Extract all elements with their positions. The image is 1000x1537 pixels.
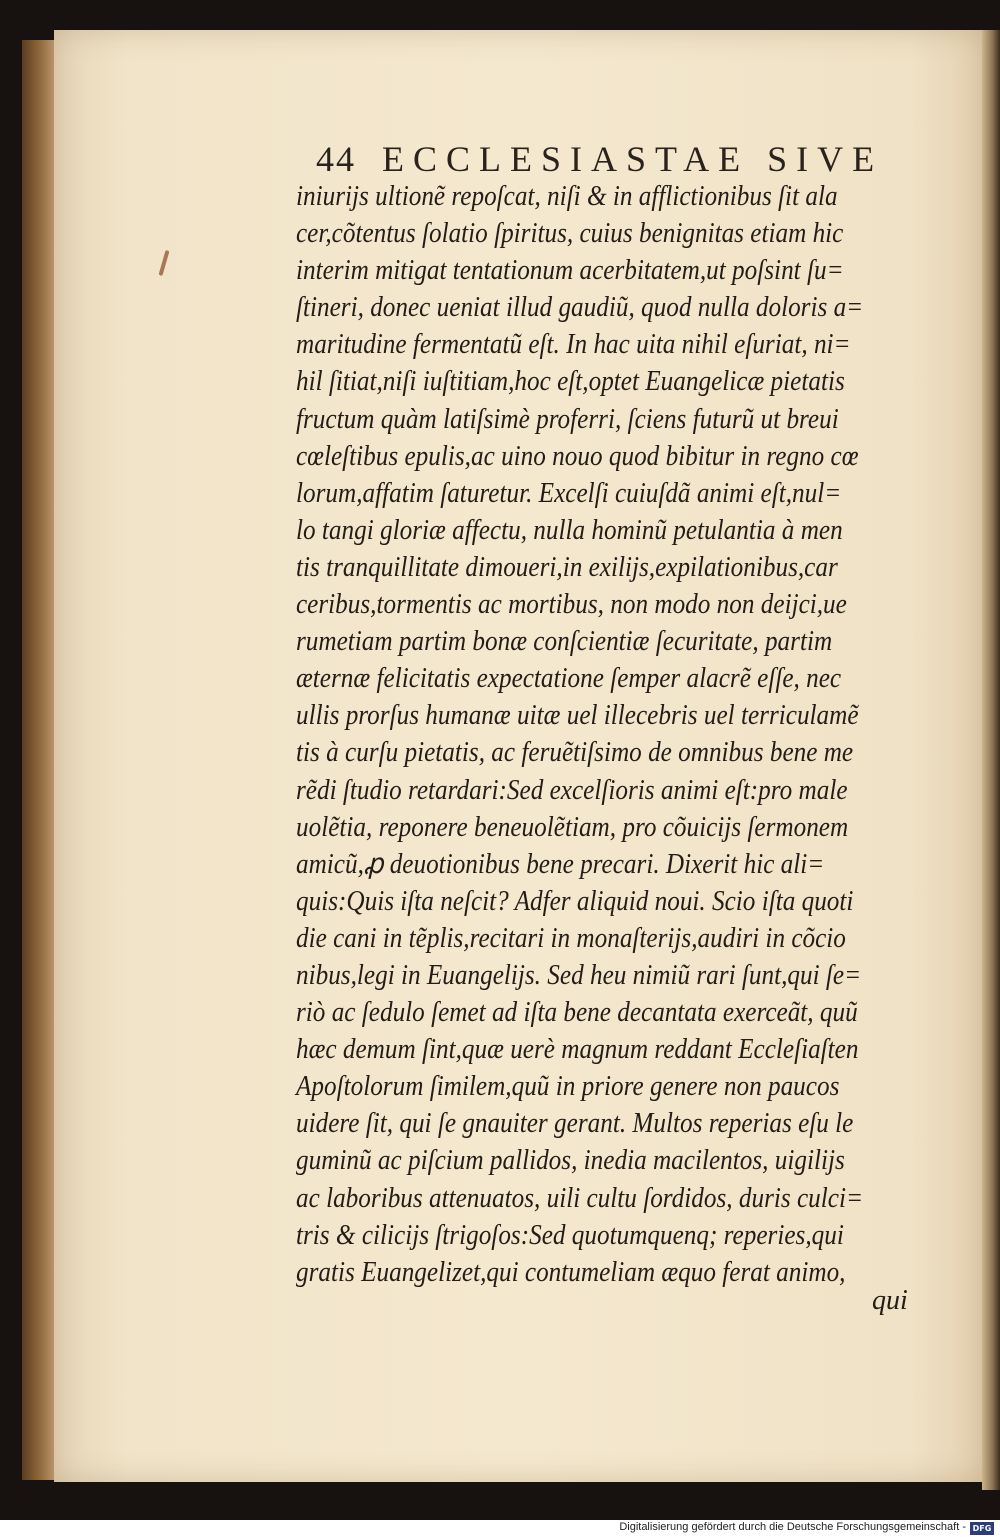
text-line: riò ac ſedulo ſemet ad iſta bene decantata exerceãt, quũ: [296, 997, 858, 1029]
text-line: maritudine fermentatũ eſt. In hac uita nihil eſuriat, ni=: [296, 329, 851, 361]
text-line: amicũ,ꝓ deuotionibus bene precari. Dixerit hic ali=: [296, 848, 825, 880]
text-line: guminũ ac piſcium pallidos, inedia macilentos, uigilijs: [296, 1145, 845, 1177]
text-line: die cani in tẽplis,recitari in monaſterijs,audiri in cõcio: [296, 922, 846, 954]
catchword: qui: [872, 1285, 908, 1316]
text-line: lo tangi gloriæ affectu, nulla hominũ petulantia à men: [296, 514, 843, 546]
text-line: ſtineri, donec ueniat illud gaudiũ, quod nulla doloris a=: [296, 292, 864, 324]
text-line: uolẽtia, reponere beneuolẽtiam, pro cõuicijs ſermonem: [296, 811, 849, 843]
text-line: æternæ felicitatis expectatione ſemper alacrẽ eſſe, nec: [296, 663, 842, 695]
text-line: gratis Euangelizet,qui contumeliam æquo ferat animo,: [296, 1256, 846, 1288]
running-head: [316, 138, 884, 180]
text-line: quis:Quis iſta neſcit? Adfer aliquid noui. Scio iſta quoti: [296, 885, 854, 917]
text-line: lorum,affatim ſaturetur. Excelſi cuiuſdã animi eſt,nul=: [296, 477, 842, 509]
running-title: ECCLESIASTAE SIVE: [382, 139, 884, 179]
text-line: nibus,legi in Euangelijs. Sed heu nimiũ rari ſunt,qui ſe=: [296, 959, 862, 991]
text-line: ullis prorſus humanæ uitæ uel illecebris uel terriculamẽ: [296, 700, 859, 732]
text-line: hil ſitiat,niſi iuſtitiam,hoc eſt,optet Euangelicæ pietatis: [296, 366, 845, 398]
text-line: ceribus,tormentis ac mortibus, non modo non deijci,ue: [296, 589, 847, 621]
text-line: tis à curſu pietatis, ac feruẽtiſsimo de omnibus bene me: [296, 737, 854, 769]
page-number: 44: [316, 139, 356, 179]
page-edge: [982, 30, 1000, 1490]
dfg-logo: DFG: [970, 1522, 994, 1535]
text-line: tris & cilicijs ſtrigoſos:Sed quotumquenq; reperies,qui: [296, 1219, 844, 1251]
text-line: hæc demum ſint,quæ uerè magnum reddant Eccleſiaſten: [296, 1034, 859, 1066]
text-line: iniurijs ultionẽ repoſcat, niſi & in afflictionibus ſit ala: [296, 181, 838, 212]
text-line: cœleſtibus epulis,ac uino nouo quod bibitur in regno cœ: [296, 440, 859, 472]
text-line: rẽdi ſtudio retardari:Sed excelſioris animi eſt:pro male: [296, 774, 848, 806]
text-line: cer,cõtentus ſolatio ſpiritus, cuius benignitas etiam hic: [296, 218, 844, 250]
text-line: uidere ſit, qui ſe gnauiter gerant. Multos reperias eſu le: [296, 1108, 854, 1140]
text-line: rumetiam partim bonæ conſcientiæ ſecuritate, partim: [296, 626, 833, 658]
body-text: [296, 178, 916, 1291]
text-line: tis tranquillitate dimoueri,in exilijs,expilationibus,car: [296, 551, 838, 583]
text-line: Apoſtolorum ſimilem,quũ in priore genere non paucos: [296, 1071, 840, 1103]
text-line: fructum quàm latiſsimè proferri, ſciens futurũ ut breui: [296, 403, 839, 435]
digitization-credit: Digitalisierung gefördert durch die Deutsche Forschungsgemeinschaft -: [619, 1521, 966, 1533]
text-line: interim mitigat tentationum acerbitatem,ut poſsint ſu=: [296, 255, 844, 287]
text-line: ac laboribus attenuatos, uili cultu ſordidos, duris culci=: [296, 1182, 863, 1214]
